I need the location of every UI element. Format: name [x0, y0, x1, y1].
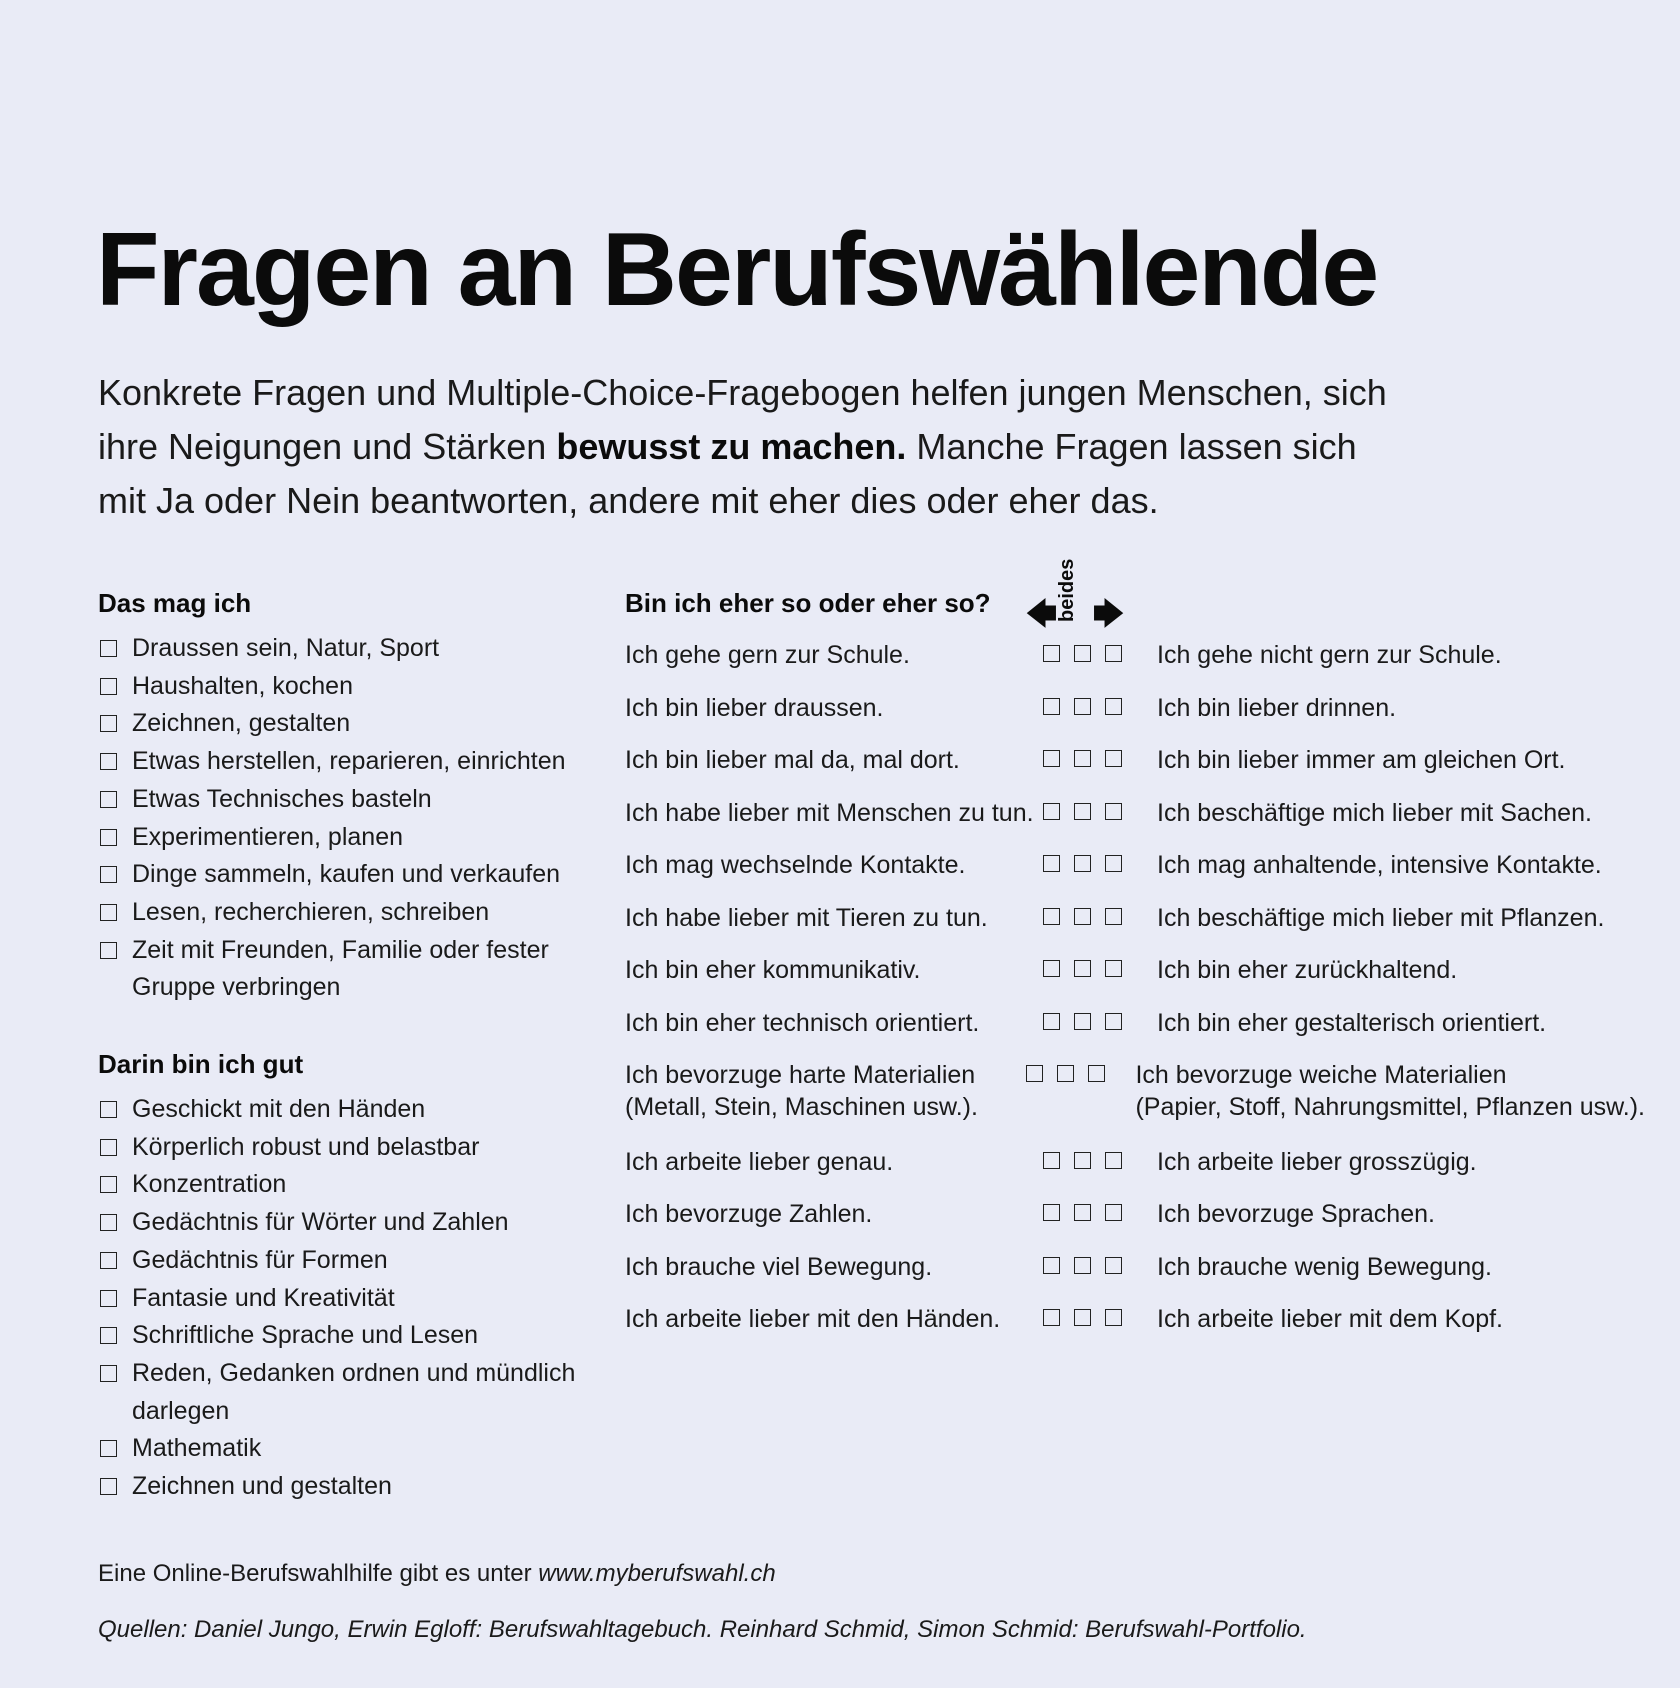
checkbox-both[interactable] [1074, 750, 1091, 767]
checkbox[interactable] [100, 715, 117, 732]
checklist-item [98, 1430, 618, 1468]
checklist-item [98, 1317, 618, 1355]
checklist-item-label: Körperlich robust und belastbar [132, 1132, 480, 1161]
choice-right-text [1157, 744, 1645, 776]
choice-left-line: Ich bevorzuge harte Materialien [625, 1061, 976, 1089]
choice-row [625, 842, 1645, 895]
choice-heading: Bin ich eher so oder eher so? [625, 588, 991, 618]
choice-right-text [1157, 1007, 1645, 1039]
choice-row [625, 1052, 1645, 1139]
checkbox[interactable] [100, 753, 117, 770]
choice-left-text [625, 1146, 1035, 1178]
choice-row [625, 632, 1645, 685]
checkbox-left[interactable] [1043, 1204, 1060, 1221]
checklist-item [98, 781, 618, 819]
checkbox-both[interactable] [1074, 1257, 1091, 1274]
checklist-item [98, 1166, 618, 1204]
checkbox-left[interactable] [1043, 698, 1060, 715]
choice-checkboxes [1035, 1198, 1157, 1221]
choice-left-line: Ich mag wechselnde Kontakte. [625, 851, 966, 879]
checklist-item [98, 819, 618, 857]
checkbox[interactable] [100, 678, 117, 695]
choice-right-line: Ich beschäftige mich lieber mit Sachen. [1157, 798, 1592, 827]
choice-checkboxes [1035, 1007, 1157, 1030]
checklist-item [98, 743, 618, 781]
checkbox[interactable] [100, 942, 117, 959]
choice-row [625, 1139, 1645, 1192]
choice-right-text [1157, 849, 1645, 881]
section-spacer [98, 1007, 618, 1047]
choice-right-text [1157, 1303, 1645, 1335]
choice-left-line: Ich bin lieber mal da, mal dort. [625, 746, 960, 774]
choice-rows [625, 632, 1645, 1349]
checklist-item [98, 894, 618, 932]
checkbox[interactable] [100, 1214, 117, 1231]
checkbox-left[interactable] [1043, 908, 1060, 925]
checklist-item [98, 1242, 618, 1280]
checklist-item-label: Lesen, recherchieren, schreiben [132, 897, 490, 926]
choice-right-text [1157, 639, 1645, 671]
choice-row [625, 1191, 1645, 1244]
checkbox[interactable] [100, 1139, 117, 1156]
choice-left-text [625, 744, 1035, 776]
online-help-text: Eine Online-Berufswahlhilfe gibt es unter [98, 1560, 539, 1587]
choice-left-text [625, 692, 1035, 724]
checkbox-both[interactable] [1074, 855, 1091, 872]
checklist-item-label: Draussen sein, Natur, Sport [132, 634, 440, 662]
choice-left-line: Ich arbeite lieber genau. [625, 1147, 894, 1176]
choice-row [625, 1296, 1645, 1349]
checklist-item [98, 1468, 618, 1506]
choice-right-text [1157, 797, 1645, 829]
choice-right-line: Ich beschäftige mich lieber mit Pflanzen. [1157, 903, 1605, 932]
checkbox-both[interactable] [1074, 908, 1091, 925]
checklist-column [98, 586, 618, 1506]
checkbox-right[interactable] [1105, 803, 1122, 820]
choice-checkboxes [1035, 954, 1157, 977]
choice-row [625, 790, 1645, 843]
checklist-item [98, 1355, 618, 1430]
intro-text-1: Konkrete Fragen und Multiple-Choice-Fragebogen helfen jungen Menschen, sich ihre Neigungen und Stärken [98, 372, 1387, 467]
checkbox-both[interactable] [1074, 803, 1091, 820]
checkbox-left[interactable] [1043, 960, 1060, 977]
choice-left-text [625, 1303, 1035, 1335]
choice-left-line: Ich bin eher technisch orientiert. [625, 1008, 980, 1037]
checkbox-right[interactable] [1105, 1152, 1122, 1169]
choice-left-line: Ich bin lieber draussen. [625, 693, 884, 722]
good-list [98, 1091, 618, 1506]
checkbox[interactable] [100, 791, 117, 808]
choice-right-text [1157, 692, 1645, 724]
choice-row [625, 947, 1645, 1000]
checklist-item [98, 1129, 618, 1167]
arrow-right-icon: 🡆 [1093, 598, 1124, 631]
choice-row [625, 737, 1645, 790]
checklist-item-label: Experimentieren, planen [132, 822, 403, 851]
choice-right-line: Ich bevorzuge weiche Materialien [1135, 1061, 1507, 1089]
checkbox[interactable] [100, 1176, 117, 1193]
choice-right-line: Ich bevorzuge Sprachen. [1157, 1200, 1435, 1228]
checklist-item-label: Mathematik [132, 1434, 262, 1463]
checklist-item [98, 630, 618, 668]
checklist-item-label: Haushalten, kochen [132, 671, 353, 700]
choice-left-line: Ich bin eher kommunikativ. [625, 956, 921, 984]
choice-right-line: Ich bin eher zurückhaltend. [1157, 956, 1458, 984]
choice-checkboxes [1035, 1303, 1157, 1326]
choice-left-text [625, 1198, 1035, 1230]
checkbox-right[interactable] [1105, 1257, 1122, 1274]
checkbox-left[interactable] [1043, 1152, 1060, 1169]
choice-checkboxes [1018, 1059, 1135, 1082]
checkbox[interactable] [100, 1478, 117, 1495]
choice-checkboxes [1035, 1251, 1157, 1274]
choice-left-line: Ich brauche viel Bewegung. [625, 1252, 933, 1281]
online-help-link[interactable]: www.myberufswahl.ch [538, 1560, 776, 1587]
choice-right-line: Ich bin eher gestalterisch orientiert. [1157, 1008, 1547, 1037]
sources-note: Quellen: Daniel Jungo, Erwin Egloff: Berufswahltagebuch. Reinhard Schmid, Simon Schmid: Berufswahl-Portfolio. [98, 1616, 1307, 1643]
checkbox-both[interactable] [1074, 1013, 1091, 1030]
choice-left-text [625, 639, 1035, 671]
choice-left-text [625, 797, 1035, 829]
choice-right-text [1157, 1146, 1645, 1178]
checkbox[interactable] [100, 1365, 117, 1382]
choice-right-line: (Papier, Stoff, Nahrungsmittel, Pflanzen usw.). [1135, 1093, 1645, 1121]
choice-right-text [1157, 1198, 1645, 1230]
choice-row [625, 1000, 1645, 1053]
choice-left-text [625, 1251, 1035, 1283]
choice-right-line: Ich arbeite lieber grosszügig. [1157, 1147, 1477, 1176]
checkbox-right[interactable] [1105, 698, 1122, 715]
choice-left-line: Ich gehe gern zur Schule. [625, 641, 910, 669]
checkbox[interactable] [100, 640, 117, 657]
checkbox[interactable] [100, 1290, 117, 1307]
checklist-item-label: Zeit mit Freunden, Familie oder fester Gruppe verbringen [132, 935, 549, 1002]
choice-left-text [625, 954, 1035, 986]
choice-row [625, 685, 1645, 738]
choice-row [625, 895, 1645, 948]
intro-bold: bewusst zu machen. [556, 426, 907, 467]
online-help-note [98, 1558, 776, 1590]
choice-left-line: Ich bevorzuge Zahlen. [625, 1200, 873, 1228]
choice-left-line: Ich arbeite lieber mit den Händen. [625, 1305, 1001, 1333]
choice-left-line: Ich habe lieber mit Menschen zu tun. [625, 798, 1034, 827]
choice-right-line: Ich mag anhaltende, intensive Kontakte. [1157, 851, 1602, 879]
checkbox[interactable] [100, 1101, 117, 1118]
checkbox-right[interactable] [1105, 750, 1122, 767]
choice-checkboxes [1035, 692, 1157, 715]
checklist-item-label: Reden, Gedanken ordnen und mündlich darlegen [132, 1358, 576, 1425]
checkbox-left[interactable] [1043, 750, 1060, 767]
checkbox-left[interactable] [1043, 1257, 1060, 1274]
choice-checkboxes [1035, 1146, 1157, 1169]
checkbox-both[interactable] [1074, 698, 1091, 715]
checklist-item [98, 705, 618, 743]
choice-left-line: Ich habe lieber mit Tieren zu tun. [625, 903, 988, 932]
checklist-item [98, 932, 618, 1007]
choice-left-text [625, 1059, 1018, 1123]
choice-checkboxes [1035, 639, 1157, 662]
choice-row [625, 1244, 1645, 1297]
checkbox-right[interactable] [1105, 1309, 1122, 1326]
checkbox-left[interactable] [1043, 803, 1060, 820]
checklist-item-label: Fantasie und Kreativität [132, 1283, 395, 1312]
checkbox[interactable] [100, 1440, 117, 1457]
checkbox-right[interactable] [1105, 908, 1122, 925]
checkbox-both[interactable] [1057, 1065, 1074, 1082]
checkbox-right[interactable] [1088, 1065, 1105, 1082]
checkbox-both[interactable] [1074, 1309, 1091, 1326]
choice-left-text [625, 849, 1035, 881]
checkbox-left[interactable] [1043, 645, 1060, 662]
arrow-left-icon: 🡄 [1026, 598, 1057, 631]
both-label: beides [1056, 558, 1078, 622]
page-title: Fragen an Berufswählende [96, 212, 1378, 328]
choice-checkboxes [1035, 849, 1157, 872]
intro-paragraph [98, 366, 1398, 528]
checklist-item [98, 1204, 618, 1242]
checkbox-right[interactable] [1105, 960, 1122, 977]
checklist-item-label: Geschickt mit den Händen [132, 1095, 426, 1124]
checkbox[interactable] [100, 1252, 117, 1269]
checkbox-both[interactable] [1074, 960, 1091, 977]
checklist-item [98, 856, 618, 894]
checklist-item-label: Etwas herstellen, reparieren, einrichten [132, 747, 566, 776]
checklist-item [98, 1091, 618, 1129]
choice-right-line: Ich bin lieber drinnen. [1157, 693, 1397, 722]
choice-left-text [625, 1007, 1035, 1039]
checkbox[interactable] [100, 904, 117, 921]
choice-right-line: Ich gehe nicht gern zur Schule. [1157, 641, 1502, 669]
choice-left-line: (Metall, Stein, Maschinen usw.). [625, 1093, 978, 1121]
checklist-item-label: Zeichnen, gestalten [132, 709, 351, 738]
checkbox-left[interactable] [1043, 1013, 1060, 1030]
checkbox-both[interactable] [1074, 1204, 1091, 1221]
checklist-item-label: Zeichnen und gestalten [132, 1472, 392, 1501]
choice-checkboxes [1035, 744, 1157, 767]
checklist-item-label: Dinge sammeln, kaufen und verkaufen [132, 860, 561, 889]
choice-right-text [1157, 954, 1645, 986]
choice-right-text [1157, 902, 1645, 934]
choice-right-text [1135, 1059, 1645, 1123]
checkbox-left[interactable] [1043, 1309, 1060, 1326]
checkbox-right[interactable] [1105, 645, 1122, 662]
checklist-item-label: Gedächtnis für Formen [132, 1245, 388, 1274]
checkbox-right[interactable] [1105, 1204, 1122, 1221]
choice-right-text [1157, 1251, 1645, 1283]
choice-checkboxes [1035, 797, 1157, 820]
good-heading: Darin bin ich gut [98, 1049, 304, 1080]
choice-right-line: Ich brauche wenig Bewegung. [1157, 1252, 1492, 1281]
choice-left-text [625, 902, 1035, 934]
checkbox-right[interactable] [1105, 1013, 1122, 1030]
checklist-item [98, 1280, 618, 1318]
choice-column [625, 558, 1645, 1349]
checkbox[interactable] [100, 1327, 117, 1344]
checklist-item [98, 668, 618, 706]
choice-right-line: Ich bin lieber immer am gleichen Ort. [1157, 746, 1566, 774]
checkbox-both[interactable] [1074, 645, 1091, 662]
checklist-item-label: Schriftliche Sprache und Lesen [132, 1321, 479, 1350]
choice-checkboxes [1035, 902, 1157, 925]
checkbox-right[interactable] [1105, 855, 1122, 872]
like-list [98, 630, 618, 1007]
intro-text-2: Manche Fragen lassen sich mit Ja oder Nein beantworten, andere mit eher dies oder eher das. [98, 426, 1357, 521]
checklist-item-label: Konzentration [132, 1170, 287, 1199]
checkbox[interactable] [100, 829, 117, 846]
checkbox[interactable] [100, 866, 117, 883]
checkbox-both[interactable] [1074, 1152, 1091, 1169]
like-heading: Das mag ich [98, 588, 252, 618]
checklist-item-label: Etwas Technisches basteln [132, 784, 432, 813]
choice-header [625, 558, 1645, 632]
checkbox-left[interactable] [1026, 1065, 1043, 1082]
checkbox-left[interactable] [1043, 855, 1060, 872]
choice-right-line: Ich arbeite lieber mit dem Kopf. [1157, 1305, 1503, 1333]
checklist-item-label: Gedächtnis für Wörter und Zahlen [132, 1208, 509, 1237]
